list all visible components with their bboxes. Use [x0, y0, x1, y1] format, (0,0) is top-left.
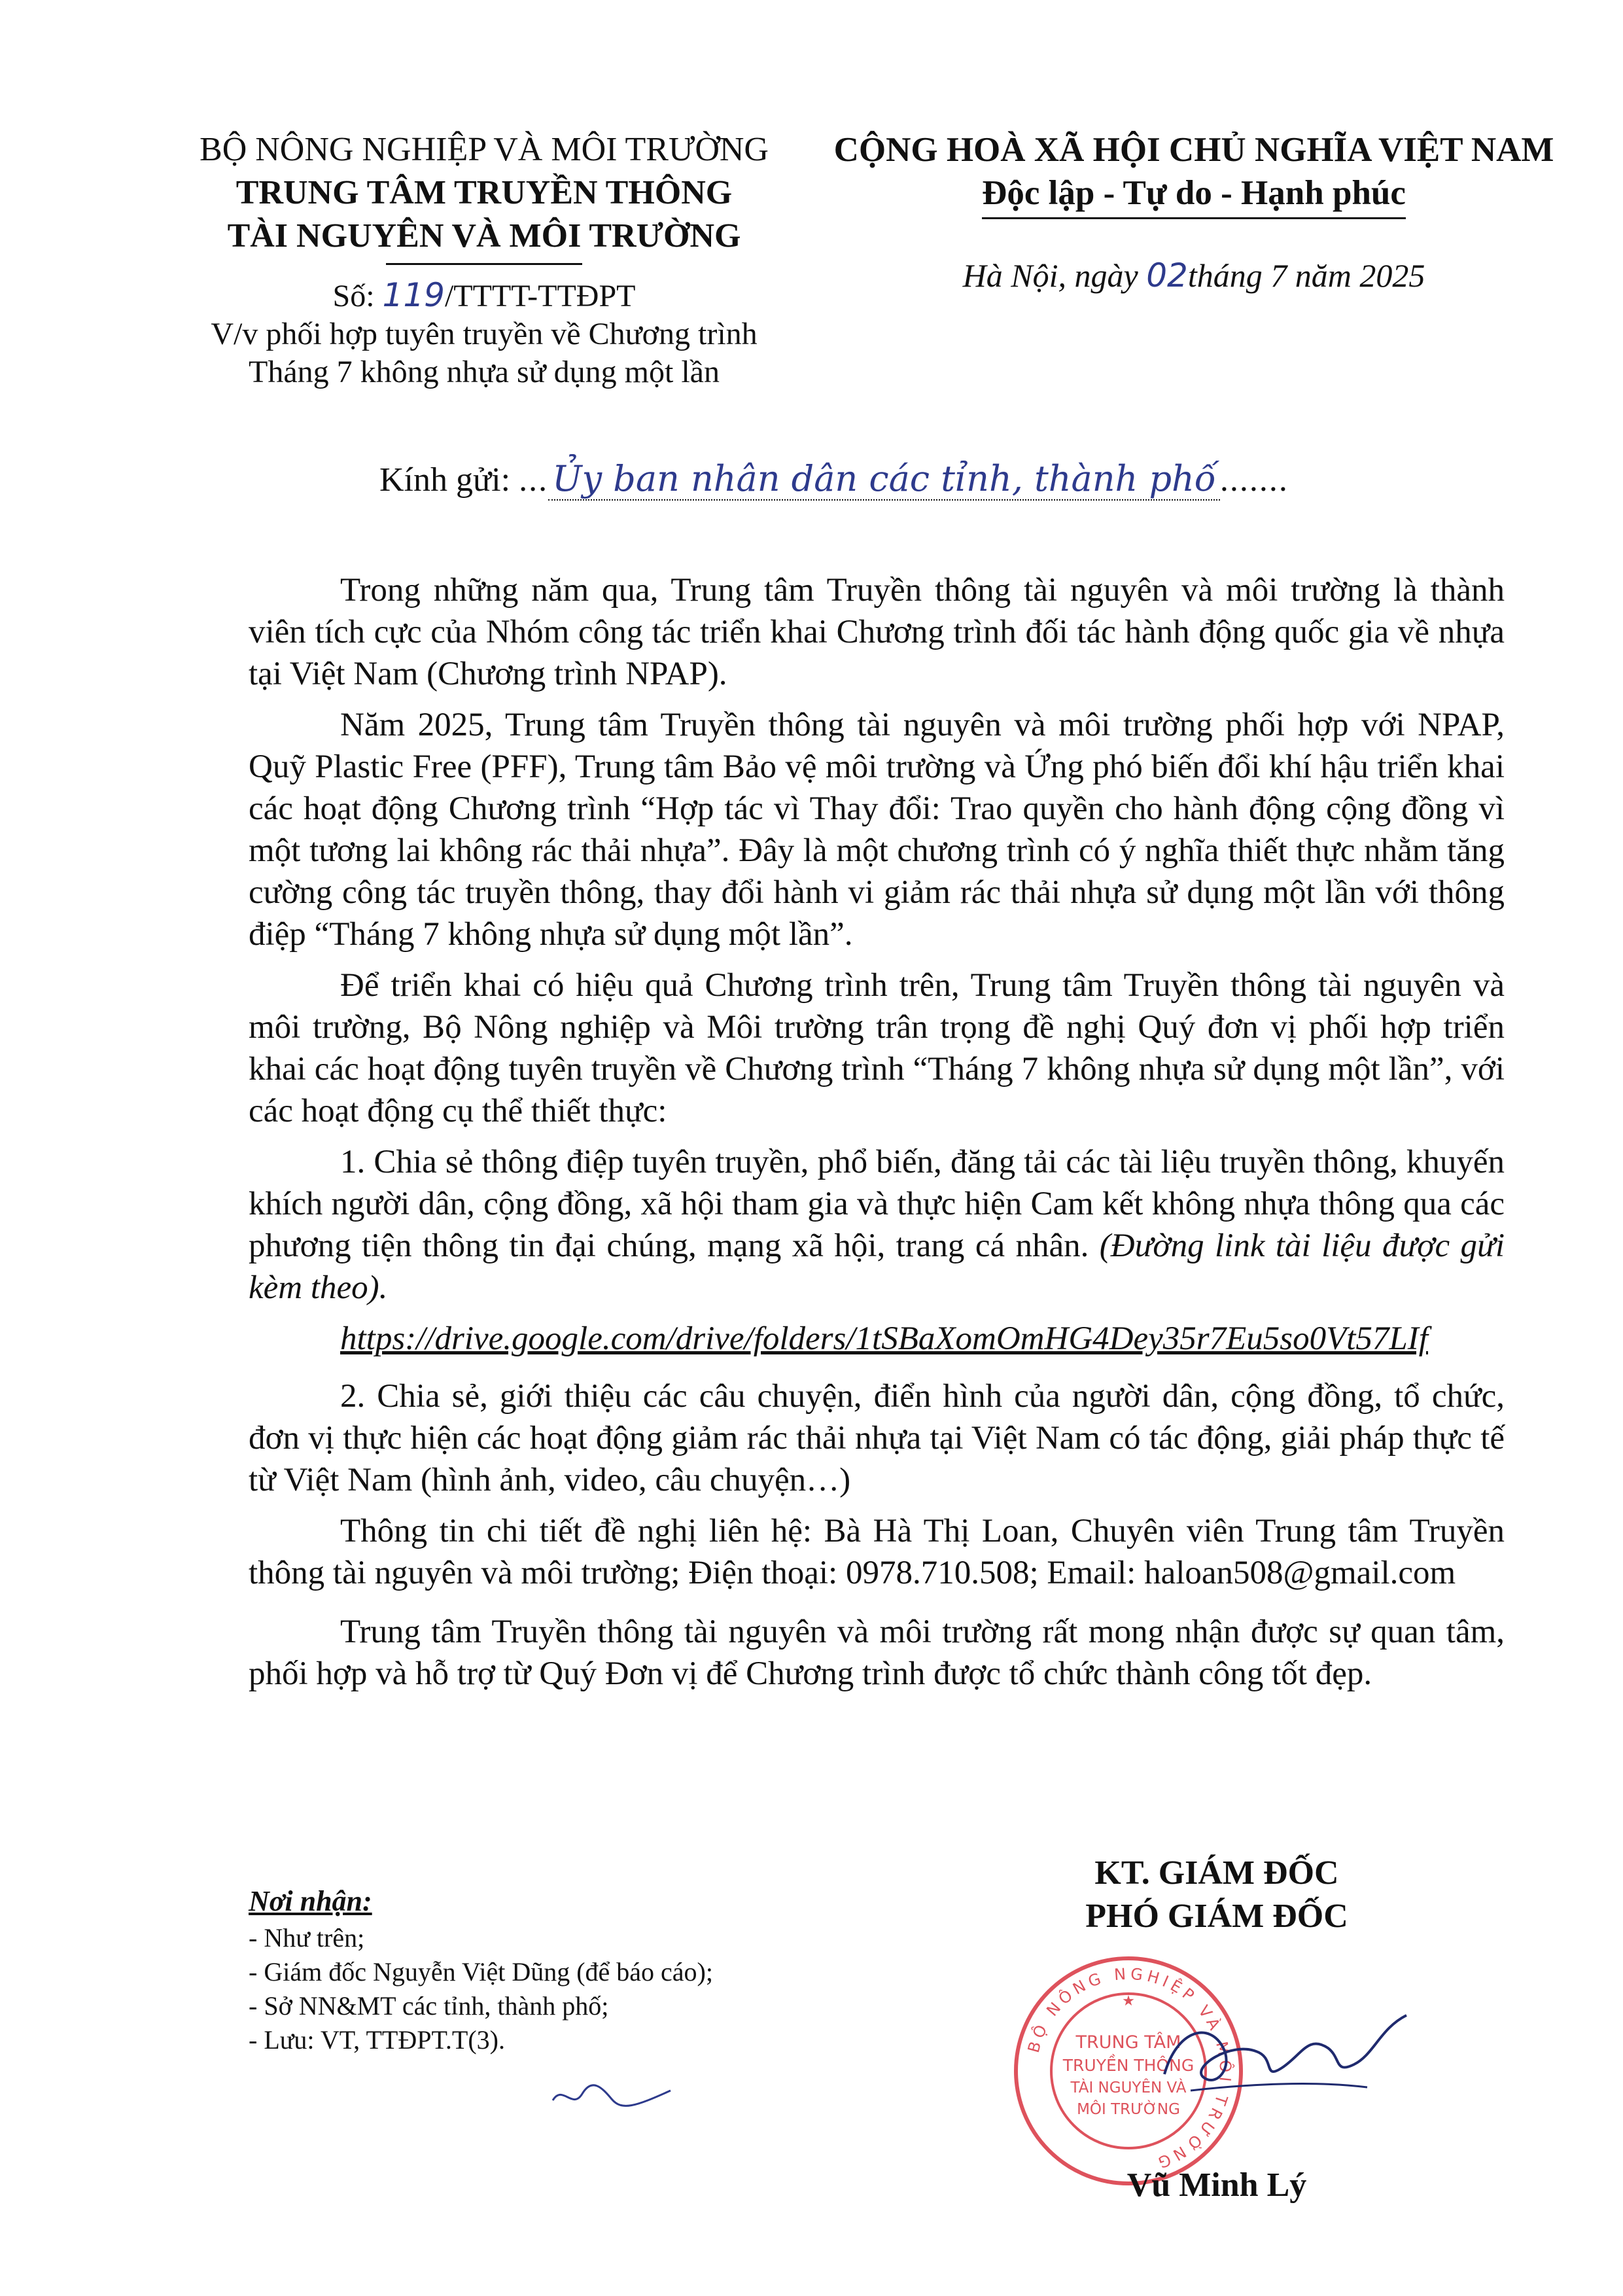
- national-header: [805, 128, 1583, 219]
- issue-date: [805, 256, 1583, 294]
- doc-number-prefix: Số:: [332, 279, 383, 313]
- center-name-line2: TÀI NGUYÊN VÀ MÔI TRƯỜNG: [227, 217, 741, 255]
- body-paragraph-3: Để triển khai có hiệu quả Chương trình trên, Trung tâm Truyền thông tài nguyên và môi trường, Bộ Nông nghiệp và Môi trường trân trọng đề nghị Quý đơn vị phối hợp triển khai các hoạt động tuyên truyền về Chương trình “Tháng 7 không nhựa sử dụng một lần”, với các hoạt động cụ thể thiết thực:: [249, 967, 1505, 1129]
- activity-item-1: [249, 1141, 1505, 1309]
- recipient-dots-before: ...: [519, 461, 549, 499]
- seal-star-icon: ★: [1122, 1992, 1135, 2009]
- recipients-title: Nơi nhận:: [249, 1885, 372, 1917]
- date-suffix: tháng 7 năm 2025: [1187, 257, 1425, 294]
- doc-number-handwritten: 119: [382, 276, 445, 314]
- recipient-item: - Như trên;: [249, 1923, 365, 1952]
- activity-item-1-note: (Đường link tài liệu được gửi kèm theo).: [249, 1227, 1505, 1306]
- activity-item-1-text: 1. Chia sẻ thông điệp tuyên truyền, phổ biến, đăng tải các tài liệu truyền thông, khuyến khích người dân, cộng đồng, xã hội tham gia và thực hiện Cam kết không nhựa thông qua các phương tiện thông tin đại chúng, mạng xã hội, trang cá nhân.: [249, 1144, 1505, 1264]
- recipient-item: - Giám đốc Nguyễn Việt Dũng (để báo cáo);: [249, 1957, 713, 1987]
- recipients-list: [249, 1884, 968, 2057]
- handwritten-signature: [1151, 2002, 1413, 2107]
- seal-ring-text: BỘ NÔNG NGHIỆP VÀ MÔI TRƯỜNG: [1024, 1964, 1235, 2173]
- letter-body: [249, 569, 1505, 1704]
- body-paragraph-2: Năm 2025, Trung tâm Truyền thông tài nguyên và môi trường phối hợp với NPAP, Quỹ Plastic Free (PFF), Trung tâm Bảo vệ môi trường và Ứng phó biến đổi khí hậu triển khai các hoạt động Chương trình “Hợp tác vì Thay đổi: Trao quyền cho hành động cộng đồng vì một tương lai không rác thải nhựa”. Đây là một chương trình có ý nghĩa thiết thực nhằm tăng cường công tác truyền thông, thay đổi hành vi giảm rác thải nhựa sử dụng một lần với thông điệp “Tháng 7 không nhựa sử dụng một lần”.: [249, 707, 1505, 953]
- seal-line-1: TRUNG TÂM: [1075, 2032, 1181, 2053]
- signer-name: Vũ Minh Lý: [1126, 2166, 1307, 2204]
- recipient-item: - Sở NN&MT các tỉnh, thành phố;: [249, 1991, 609, 2021]
- closing-paragraph: Trung tâm Truyền thông tài nguyên và môi trường rất mong nhận được sự quan tâm, phối hợp và hỗ trợ từ Quý Đơn vị để Chương trình được tổ chức thành công tốt đẹp.: [249, 1614, 1505, 1692]
- drive-link[interactable]: https://drive.google.com/drive/folders/1tSBaXomOmHG4Dey35r7Eu5so0Vt57LIf: [340, 1320, 1428, 1357]
- initial-scribble: [550, 2081, 674, 2113]
- recipient-label: Kính gửi:: [379, 461, 519, 499]
- subject-block: [150, 315, 818, 391]
- date-prefix: Hà Nội, ngày: [962, 257, 1147, 294]
- signer-role-2: PHÓ GIÁM ĐỐC: [1085, 1898, 1348, 1935]
- header-divider: [386, 263, 582, 265]
- document-number: [150, 276, 818, 314]
- nation-name: CỘNG HOÀ XÃ HỘI CHỦ NGHĨA VIỆT NAM: [833, 131, 1554, 169]
- body-paragraph-1: Trong những năm qua, Trung tâm Truyền thông tài nguyên và môi trường là thành viên tích cực của Nhóm công tác triển khai Chương trình đối tác hành động quốc gia về nhựa tại Việt Nam (Chương trình NPAP).: [249, 572, 1505, 692]
- date-day-handwritten: 02: [1146, 256, 1188, 294]
- subject-line1: V/v phối hợp tuyên truyền về Chương trình: [211, 317, 758, 351]
- subject-line2: Tháng 7 không nhựa sử dụng một lần: [249, 355, 720, 389]
- doc-number-suffix: /TTTT-TTĐPT: [444, 279, 636, 313]
- ministry-name: BỘ NÔNG NGHIỆP VÀ MÔI TRƯỜNG: [200, 131, 769, 168]
- seal-line-4: MÔI TRƯỜNG: [1077, 2101, 1180, 2118]
- contact-paragraph: Thông tin chi tiết đề nghị liên hệ: Bà Hà Thị Loan, Chuyên viên Trung tâm Truyền thông tài nguyên và môi trường; Điện thoại: 0978.710.508; Email: haloan508@gmail.com: [249, 1513, 1505, 1591]
- recipient-handwritten: Ủy ban nhân dân các tỉnh, thành phố: [548, 458, 1220, 501]
- recipient-line: [379, 458, 1289, 499]
- seal-line-2: TRUYỀN THÔNG: [1062, 2056, 1195, 2075]
- recipient-dots-after: .......: [1219, 461, 1289, 499]
- activity-item-2: 2. Chia sẻ, giới thiệu các câu chuyện, điển hình của người dân, cộng đồng, tổ chức, đơn vị thực hiện các hoạt động giảm rác thải nhựa tại Việt Nam có tác động, giải pháp thực tế từ Việt Nam (hình ảnh, video, câu chuyện…): [249, 1378, 1505, 1498]
- center-name-line1: TRUNG TÂM TRUYỀN THÔNG: [236, 174, 733, 211]
- signature-block: [1007, 1852, 1426, 1938]
- seal-line-3: TÀI NGUYÊN VÀ: [1070, 2079, 1187, 2096]
- national-motto: Độc lập - Tự do - Hạnh phúc: [982, 171, 1406, 219]
- recipient-item: - Lưu: VT, TTĐPT.T(3).: [249, 2025, 505, 2055]
- issuer-header: [150, 128, 818, 265]
- signer-role-1: KT. GIÁM ĐỐC: [1094, 1854, 1339, 1892]
